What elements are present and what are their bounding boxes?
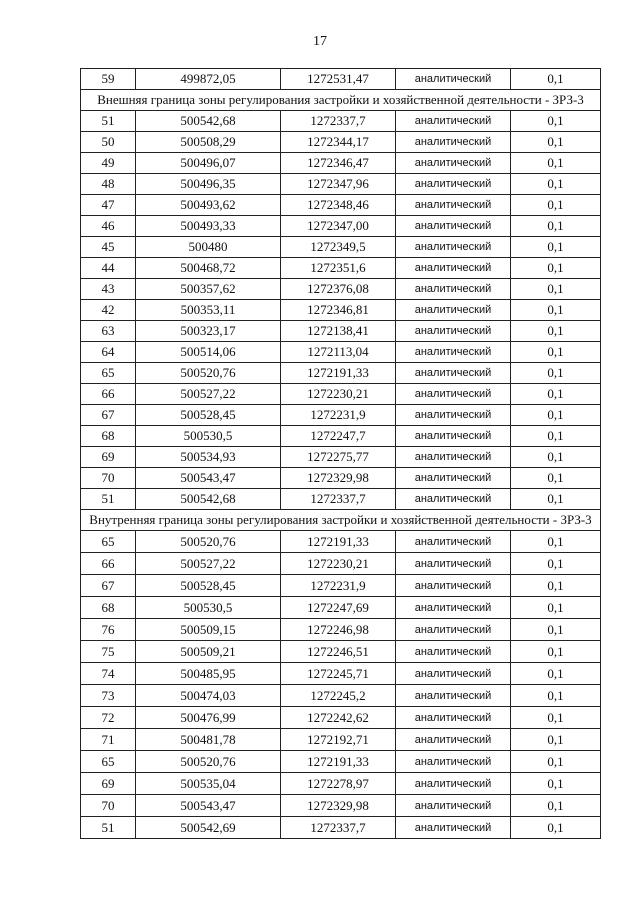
- table-row: [81, 321, 601, 342]
- method: аналитический: [396, 195, 511, 216]
- table-row: [81, 575, 601, 597]
- coordinate-y: 1272531,47: [281, 69, 396, 90]
- method: аналитический: [396, 531, 511, 553]
- method: аналитический: [396, 663, 511, 685]
- coordinate-x: 500528,45: [136, 405, 281, 426]
- point-number: 51: [81, 489, 136, 510]
- method: аналитический: [396, 575, 511, 597]
- method: аналитический: [396, 384, 511, 405]
- coordinate-y: 1272337,7: [281, 817, 396, 839]
- accuracy: 0,1: [511, 447, 601, 468]
- accuracy: 0,1: [511, 751, 601, 773]
- coordinate-y: 1272231,9: [281, 575, 396, 597]
- table-row: [81, 384, 601, 405]
- coordinate-x: 500357,62: [136, 279, 281, 300]
- method: аналитический: [396, 729, 511, 751]
- accuracy: 0,1: [511, 663, 601, 685]
- table-row: [81, 489, 601, 510]
- table-row: [81, 174, 601, 195]
- table-row: [81, 153, 601, 174]
- method: аналитический: [396, 597, 511, 619]
- point-number: 75: [81, 641, 136, 663]
- table-row: [81, 685, 601, 707]
- point-number: 68: [81, 597, 136, 619]
- accuracy: 0,1: [511, 729, 601, 751]
- accuracy: 0,1: [511, 174, 601, 195]
- table-row: [81, 195, 601, 216]
- accuracy: 0,1: [511, 342, 601, 363]
- coordinate-y: 1272247,7: [281, 426, 396, 447]
- coordinate-y: 1272231,9: [281, 405, 396, 426]
- coordinate-x: 500527,22: [136, 553, 281, 575]
- method: аналитический: [396, 795, 511, 817]
- accuracy: 0,1: [511, 426, 601, 447]
- table-row: [81, 363, 601, 384]
- method: аналитический: [396, 468, 511, 489]
- section-header-internal: [81, 510, 601, 531]
- method: аналитический: [396, 69, 511, 90]
- coordinate-x: 500543,47: [136, 468, 281, 489]
- coordinate-x: 500481,78: [136, 729, 281, 751]
- coordinates-table: [80, 68, 601, 839]
- accuracy: 0,1: [511, 817, 601, 839]
- coordinate-y: 1272278,97: [281, 773, 396, 795]
- coordinate-y: 1272348,46: [281, 195, 396, 216]
- point-number: 47: [81, 195, 136, 216]
- coordinate-y: 1272347,96: [281, 174, 396, 195]
- table-row: [81, 729, 601, 751]
- method: аналитический: [396, 641, 511, 663]
- coordinate-y: 1272247,69: [281, 597, 396, 619]
- table-row: [81, 773, 601, 795]
- point-number: 51: [81, 111, 136, 132]
- point-number: 45: [81, 237, 136, 258]
- accuracy: 0,1: [511, 597, 601, 619]
- coordinate-x: 500468,72: [136, 258, 281, 279]
- accuracy: 0,1: [511, 300, 601, 321]
- coordinate-y: 1272337,7: [281, 111, 396, 132]
- point-number: 64: [81, 342, 136, 363]
- accuracy: 0,1: [511, 216, 601, 237]
- coordinate-y: 1272246,51: [281, 641, 396, 663]
- coordinate-x: 500530,5: [136, 597, 281, 619]
- table-row: [81, 111, 601, 132]
- point-number: 69: [81, 773, 136, 795]
- table-row: [81, 751, 601, 773]
- method: аналитический: [396, 342, 511, 363]
- coordinate-y: 1272192,71: [281, 729, 396, 751]
- coordinate-y: 1272275,77: [281, 447, 396, 468]
- method: аналитический: [396, 321, 511, 342]
- method: аналитический: [396, 773, 511, 795]
- method: аналитический: [396, 279, 511, 300]
- point-number: 71: [81, 729, 136, 751]
- coordinate-x: 500353,11: [136, 300, 281, 321]
- method: аналитический: [396, 258, 511, 279]
- point-number: 67: [81, 575, 136, 597]
- point-number: 66: [81, 384, 136, 405]
- point-number: 70: [81, 795, 136, 817]
- accuracy: 0,1: [511, 321, 601, 342]
- point-number: 51: [81, 817, 136, 839]
- accuracy: 0,1: [511, 237, 601, 258]
- table-row: [81, 447, 601, 468]
- coordinate-x: 500509,21: [136, 641, 281, 663]
- coordinate-x: 500520,76: [136, 751, 281, 773]
- coordinate-x: 500520,76: [136, 363, 281, 384]
- coordinate-x: 500528,45: [136, 575, 281, 597]
- point-number: 70: [81, 468, 136, 489]
- point-number: 44: [81, 258, 136, 279]
- table-row: [81, 707, 601, 729]
- coordinate-y: 1272346,47: [281, 153, 396, 174]
- method: аналитический: [396, 553, 511, 575]
- coordinate-x: 500496,35: [136, 174, 281, 195]
- coordinate-x: 499872,05: [136, 69, 281, 90]
- method: аналитический: [396, 174, 511, 195]
- section-header-external: [81, 90, 601, 111]
- accuracy: 0,1: [511, 641, 601, 663]
- point-number: 74: [81, 663, 136, 685]
- coordinate-y: 1272346,81: [281, 300, 396, 321]
- accuracy: 0,1: [511, 489, 601, 510]
- point-number: 65: [81, 751, 136, 773]
- coordinate-y: 1272337,7: [281, 489, 396, 510]
- coordinate-y: 1272191,33: [281, 751, 396, 773]
- method: аналитический: [396, 363, 511, 384]
- coordinate-x: 500323,17: [136, 321, 281, 342]
- coordinate-y: 1272245,71: [281, 663, 396, 685]
- method: аналитический: [396, 132, 511, 153]
- point-number: 72: [81, 707, 136, 729]
- point-number: 69: [81, 447, 136, 468]
- accuracy: 0,1: [511, 363, 601, 384]
- coordinate-x: 500542,68: [136, 489, 281, 510]
- accuracy: 0,1: [511, 773, 601, 795]
- table-row: [81, 553, 601, 575]
- method: аналитический: [396, 447, 511, 468]
- table-row: [81, 597, 601, 619]
- accuracy: 0,1: [511, 468, 601, 489]
- accuracy: 0,1: [511, 111, 601, 132]
- accuracy: 0,1: [511, 619, 601, 641]
- coordinate-y: 1272329,98: [281, 468, 396, 489]
- table-row: [81, 258, 601, 279]
- coordinate-y: 1272113,04: [281, 342, 396, 363]
- accuracy: 0,1: [511, 795, 601, 817]
- method: аналитический: [396, 751, 511, 773]
- method: аналитический: [396, 707, 511, 729]
- table-row: [81, 132, 601, 153]
- accuracy: 0,1: [511, 153, 601, 174]
- accuracy: 0,1: [511, 405, 601, 426]
- coordinate-y: 1272351,6: [281, 258, 396, 279]
- table-row: [81, 279, 601, 300]
- method: аналитический: [396, 619, 511, 641]
- accuracy: 0,1: [511, 279, 601, 300]
- accuracy: 0,1: [511, 132, 601, 153]
- table-row: [81, 531, 601, 553]
- coordinate-y: 1272191,33: [281, 531, 396, 553]
- point-number: 49: [81, 153, 136, 174]
- coordinate-y: 1272191,33: [281, 363, 396, 384]
- coordinate-x: 500543,47: [136, 795, 281, 817]
- coordinate-x: 500530,5: [136, 426, 281, 447]
- point-number: 66: [81, 553, 136, 575]
- method: аналитический: [396, 216, 511, 237]
- point-number: 63: [81, 321, 136, 342]
- coordinate-x: 500535,04: [136, 773, 281, 795]
- method: аналитический: [396, 489, 511, 510]
- coordinate-x: 500480: [136, 237, 281, 258]
- point-number: 46: [81, 216, 136, 237]
- table-row: [81, 69, 601, 90]
- coordinate-x: 500509,15: [136, 619, 281, 641]
- accuracy: 0,1: [511, 553, 601, 575]
- method: аналитический: [396, 685, 511, 707]
- coordinate-x: 500542,69: [136, 817, 281, 839]
- table-row: [81, 619, 601, 641]
- coordinate-x: 500496,07: [136, 153, 281, 174]
- coordinate-y: 1272347,00: [281, 216, 396, 237]
- coordinate-y: 1272344,17: [281, 132, 396, 153]
- coordinate-x: 500520,76: [136, 531, 281, 553]
- point-number: 73: [81, 685, 136, 707]
- coordinate-x: 500508,29: [136, 132, 281, 153]
- page-number: 17: [313, 34, 327, 49]
- accuracy: 0,1: [511, 575, 601, 597]
- coordinate-y: 1272242,62: [281, 707, 396, 729]
- table-row: [81, 795, 601, 817]
- accuracy: 0,1: [511, 384, 601, 405]
- coordinate-x: 500534,93: [136, 447, 281, 468]
- coordinate-x: 500493,33: [136, 216, 281, 237]
- coordinate-x: 500542,68: [136, 111, 281, 132]
- coordinate-x: 500527,22: [136, 384, 281, 405]
- table-row: [81, 663, 601, 685]
- accuracy: 0,1: [511, 195, 601, 216]
- table-row: [81, 426, 601, 447]
- section-title: Внутренняя граница зоны регулирования застройки и хозяйственной деятельности - ЗРЗ-3: [81, 510, 601, 531]
- coordinate-x: 500474,03: [136, 685, 281, 707]
- coordinate-x: 500514,06: [136, 342, 281, 363]
- accuracy: 0,1: [511, 707, 601, 729]
- table-row: [81, 342, 601, 363]
- table-row: [81, 300, 601, 321]
- coordinate-x: 500493,62: [136, 195, 281, 216]
- point-number: 76: [81, 619, 136, 641]
- accuracy: 0,1: [511, 685, 601, 707]
- coordinate-x: 500485,95: [136, 663, 281, 685]
- point-number: 42: [81, 300, 136, 321]
- point-number: 59: [81, 69, 136, 90]
- method: аналитический: [396, 817, 511, 839]
- method: аналитический: [396, 300, 511, 321]
- coordinate-y: 1272245,2: [281, 685, 396, 707]
- accuracy: 0,1: [511, 69, 601, 90]
- method: аналитический: [396, 237, 511, 258]
- section-title: Внешняя граница зоны регулирования застройки и хозяйственной деятельности - ЗРЗ-3: [81, 90, 601, 111]
- method: аналитический: [396, 153, 511, 174]
- coordinate-y: 1272349,5: [281, 237, 396, 258]
- method: аналитический: [396, 111, 511, 132]
- point-number: 65: [81, 531, 136, 553]
- table-row: [81, 216, 601, 237]
- point-number: 50: [81, 132, 136, 153]
- point-number: 65: [81, 363, 136, 384]
- accuracy: 0,1: [511, 531, 601, 553]
- point-number: 43: [81, 279, 136, 300]
- coordinate-x: 500476,99: [136, 707, 281, 729]
- coordinate-y: 1272230,21: [281, 384, 396, 405]
- table-row: [81, 237, 601, 258]
- method: аналитический: [396, 426, 511, 447]
- coordinate-y: 1272230,21: [281, 553, 396, 575]
- coordinate-y: 1272246,98: [281, 619, 396, 641]
- coordinate-y: 1272329,98: [281, 795, 396, 817]
- coordinate-y: 1272138,41: [281, 321, 396, 342]
- accuracy: 0,1: [511, 258, 601, 279]
- method: аналитический: [396, 405, 511, 426]
- point-number: 67: [81, 405, 136, 426]
- table-row: [81, 468, 601, 489]
- point-number: 68: [81, 426, 136, 447]
- coordinate-y: 1272376,08: [281, 279, 396, 300]
- table-row: [81, 817, 601, 839]
- table-row: [81, 641, 601, 663]
- table-row: [81, 405, 601, 426]
- point-number: 48: [81, 174, 136, 195]
